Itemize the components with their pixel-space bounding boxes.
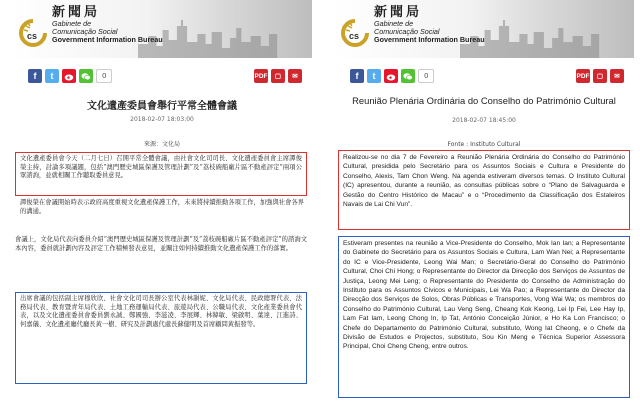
article-date: 2018-02-07 18:03:00 [130,116,194,123]
paragraph-body: 譚俊榮在會議開始時表示政府高度重視文化遺產保護工作，未來將持續推動各項工作，加強與社會各界的溝通。 [20,199,304,215]
paragraph-attendees-highlighted: 出席會議的包括副主席穆欣欣、社會文化司司長辦公室代表林韻妮、文化局代表、民政總署代表、法務局代表、教育暨青年局代表、土地工務運輸局代表、旅遊局代表、公職局代表、文化產業委員會代表，以及文化遺產委員會委員劉永誠、鄭國強、李滋凌、李展輝、林韓敏、梁啟明、葉達、江進詩、何嘉儀、文化遺產廳代廳長黃一樹、研究及計劃處代處長蘇健明及首席顧問黃振發等。 [15,292,307,384]
wechat-share-count: 0 [418,69,434,83]
paragraph-intro-highlighted: Realizou-se no dia 7 de Fevereiro a Reunião Plenária Ordinária do Conselho do Património Cultural, presidida pelo Secretário para os Assuntos Sociais e Cultura e Presidente do Conselho, Alexis, Tam Chon Weng. Na agenda estiveram diversos temas. O Instituto Cultural (IC) apresentou, durante a reunião, as consultas públicas sobre o “Plano de Salvaguarda e Gestão do Centro Histórico de Macau” e o “Procedimento da Classificação dos Estaleiros Navais de Lai Chi Vun”. [338,150,630,230]
email-icon[interactable]: ✉ [288,69,302,83]
share-bar [350,69,434,83]
gcs-logo-icon [340,18,370,48]
article-title: Reunião Plenária Ordinária do Conselho do Património Cultural [352,95,616,106]
city-skyline-image [460,18,634,58]
brand-name-en: Government Information Bureau [52,35,163,45]
wechat-share-button[interactable] [79,69,93,83]
paragraph-attendees-highlighted: Estiveram presentes na reunião a Vice-Presidente do Conselho, Mok Ian Ian; a Representante do Gabinete do Secretário para os Assuntos Sociais e Cultura, Lam Wan Nei; a Representante do IC e Vice-Presidente, Leong Wai Man; o Secretário-Geral do Conselho do Património Cultural, Choi Chi Hong; o Representante do Director da Direcção dos Serviços de Assuntos de Justiça, Leong Mei Leng; o Representante do Presidente do Conselho de Administração do Instituto para os Assuntos Cívicos e Municipais, Lei Wa Pao; a Representante do Director da Direcção dos Serviços de Solos, Obras Públicas e Transportes, Vong Wai Wa; os membros do Conselho do Património Cultural, Lau Veng Seng, Cheang Kok Keong, Lei Ip Fei, Lee Hay Ip, Lam Fat Iam, Leong Chong In, Ip Tat, António Conceição Júnior, e Ho Ka Lon Francisco; o Chefe do Departamento do Património Cultural, substituto, Wong Iat Cheong, e o Chefe da Divisão de Estudos e Projectos, substituto, Sou Kin Meng e Técnica Superior Assessora Principal, Choi Cheng Cheng, entre outros. [338,236,630,398]
brand-name-pt-1: Gabinete de [374,19,414,28]
facebook-share-button[interactable]: f [350,69,364,83]
weibo-share-button[interactable] [62,69,76,83]
city-skyline-image [138,18,312,58]
weibo-icon [386,72,396,81]
svg-text:cs: cs [349,31,360,41]
article-date: 2018-02-07 18:45:00 [452,117,516,124]
twitter-share-button[interactable]: t [45,69,59,83]
portuguese-news-panel [334,0,634,402]
brand-name-cn: 新聞局 [374,5,423,20]
paragraph-intro-highlighted: 文化遺產委員會今天（二月七日）召開平常全體會議，由社會文化司司長、文化遺產委員會主席譚俊榮主持，討論多項議題，包括“澳門歷史城區保護及管理計劃”及“荔枝碗船廠片區不動產評定”兩項公眾諮詢，並就相關工作聽取委員意見。 [15,152,307,196]
weibo-share-button[interactable] [384,69,398,83]
pdf-icon[interactable]: PDF [254,69,268,83]
chinese-news-panel [12,0,312,402]
article-source: 來源：文化局 [143,141,180,148]
svg-text:cs: cs [27,31,38,41]
brand-name-pt-2: Comunicação Social [52,27,118,37]
paragraph-body: 會議上，文化局代表向委員介紹“澳門歷史城區保護及管理計劃”及“荔枝碗船廠片區不動產評定”的諮詢文本內容，委員就計劃內容及評定工作積極發表意見，並關注如何持續推動文化遺產保護工作的落實。 [15,236,307,252]
site-header [12,0,312,58]
wechat-icon [81,72,91,81]
article-title: 文化遺產委員會舉行平常全體會議 [87,101,237,112]
brand-name-pt-1: Gabinete de [52,19,92,28]
brand-name-pt-2: Comunicação Social [374,27,440,37]
article-source: Fonte : Instituto Cultural [447,141,521,148]
wechat-share-button[interactable] [401,69,415,83]
wechat-icon [403,72,413,81]
article-tools [576,69,624,83]
article-tools [254,69,302,83]
share-bar [28,69,112,83]
brand-name [374,6,485,44]
wechat-share-count: 0 [96,69,112,83]
weibo-icon [64,72,74,81]
site-header [334,0,634,58]
brand-name-cn: 新聞局 [52,5,101,20]
gcs-logo-icon [18,18,48,48]
brand-name [52,6,163,44]
twitter-share-button[interactable]: t [367,69,381,83]
brand-name-en: Government Information Bureau [374,35,485,45]
email-icon[interactable]: ✉ [610,69,624,83]
facebook-share-button[interactable]: f [28,69,42,83]
print-icon[interactable]: ▢ [271,69,285,83]
print-icon[interactable]: ▢ [593,69,607,83]
pdf-icon[interactable]: PDF [576,69,590,83]
